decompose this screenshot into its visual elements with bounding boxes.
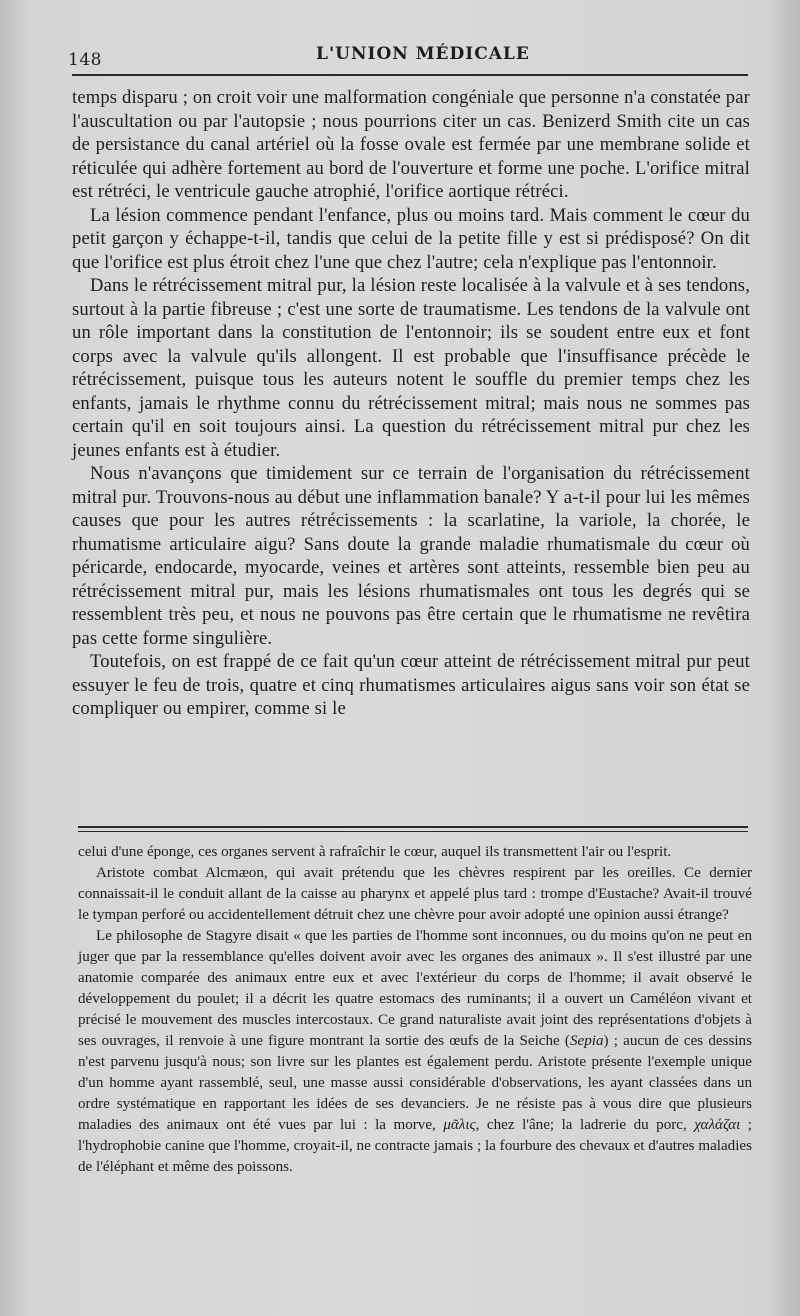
footnote-greek-term: χαλάζαι bbox=[694, 1117, 741, 1133]
page-header bbox=[68, 40, 748, 72]
running-head: L'UNION MÉDICALE bbox=[316, 44, 530, 64]
body-paragraph-2: La lésion commence pendant l'enfance, plus ou moins tard. Mais comment le cœur du petit garçon y échappe-t-il, tandis que celui de la petite fille y est si prédisposé? On dit que l'orifice est plus étroit chez l'une que chez l'autre; cela n'explique pas l'entonnoir. bbox=[72, 204, 750, 273]
footnote-rule bbox=[78, 826, 748, 832]
footnote-greek-term: μᾶλις bbox=[443, 1117, 476, 1133]
body-paragraph-4: Nous n'avançons que timidement sur ce terrain de l'organisation du rétrécissement mitral pur. Trouvons-nous au début une inflammation banale? Y a-t-il pour lui les mêmes causes que pour les autres rétrécissements : la scarlatine, la variole, la chorée, le rhumatisme articulaire aigu? Sans doute la grande maladie rhumatismale du cœur où péricarde, endocarde, myocarde, veines et artères sont atteints, ressemble bien peu au rétrécissement mitral pur, mais les lésions rhumatismales ont tous les degrés qui se ressemblent très peu, et nous ne pouvons pas être certain que le rhumatisme ne revêtira pas cette forme singulière. bbox=[72, 463, 750, 649]
footnote-paragraph-3 bbox=[78, 926, 752, 1178]
main-body-text bbox=[72, 86, 750, 721]
body-paragraph-1: temps disparu ; on croit voir une malformation congéniale que personne n'a constatée par l'auscultation ou par l'autopsie ; nous pourrions citer un cas. Benizerd Smith cite un cas de persistance du canal artériel où la fosse ovale est fermée par une membrane solide et réticulée qui adhère fortement au bord de l'ouverture et forme une poche. L'orifice mitral est rétréci, le ventricule gauche atrophié, l'orifice aortique rétréci. bbox=[72, 87, 750, 202]
body-paragraph-5: Toutefois, on est frappé de ce fait qu'un cœur atteint de rétrécissement mitral pur peut essuyer le feu de trois, quatre et cinq rhumatismes articulaires aigus sans voir son état se compliquer ou empirer, comme si le bbox=[72, 651, 750, 719]
header-rule bbox=[72, 74, 748, 76]
footnote-italic-term: Sepia bbox=[569, 1033, 604, 1049]
footnote-text: ; l'hydrophobie canine que l'homme, croyait-il, ne contracte jamais ; la fourbure des chevaux et d'autres maladies de l'éléphant et même des poissons. bbox=[78, 1117, 752, 1175]
footnotes bbox=[78, 842, 752, 1178]
footnote-text: Le philosophe de Stagyre disait « que les parties de l'homme sont inconnues, ou du moins qu'on ne peut en juger que par la ressemblance qu'elles doivent avoir avec les organes des animaux ». Il s'est illustré par une anatomie comparée des animaux entre eux et avec l'extérieur du corps de l'homme; il avait observé le développement du poulet; il a décrit les quatre estomacs des ruminants; il a ouvert un Caméléon vivant et précisé le mouvement des muscles intercostaux. Ce grand naturaliste avait joint des représentations d'objets à ses ouvrages, il renvoie à une figure montrant la sortie des œufs de la Seiche ( bbox=[78, 928, 752, 1049]
footnote-text: ) ; aucun de ces dessins n'est parvenu jusqu'à nous; son livre sur les plantes est également perdu. Aristote présente l'exemple unique d'un homme ayant rassemblé, seul, une masse aussi considérable d'observations, les ayant classées dans un ordre systématique en rapportant les idées de ses devanciers. Je ne résiste pas à vous dire que plusieurs maladies des animaux ont été vues par lui : la morve, bbox=[78, 1033, 752, 1133]
footnote-text: , chez l'âne; la ladrerie du porc, bbox=[475, 1117, 695, 1133]
body-paragraph-3: Dans le rétrécissement mitral pur, la lésion reste localisée à la valvule et à ses tendons, surtout à la partie fibreuse ; c'est une sorte de traumatisme. Les tendons de la valvule ont un rôle important dans la constitution de l'entonnoir; ils se soudent entre eux et font corps avec la valvule qu'ils allongent. Il est probable que l'insuffisance précède le rétrécissement, puisque tous les auteurs notent le souffle du premier temps chez les enfants, jamais le rhythme connu du rétrécissement mitral; mais nous ne sommes pas certain qu'il en soit toujours ainsi. La question du rétrécissement mitral pur chez les jeunes enfants est à étudier. bbox=[72, 275, 750, 461]
footnote-paragraph-2: Aristote combat Alcmæon, qui avait prétendu que les chèvres respirent par les oreilles. Ce dernier connaissait-il le conduit allant de la caisse au pharynx et appelé plus tard : trompe d'Eustache? Avait-il trouvé le tympan perforé ou accidentellement détruit chez une chèvre pour avoir adopté une opinion aussi étrange? bbox=[78, 865, 752, 923]
page-number: 148 bbox=[68, 50, 102, 70]
footnote-paragraph-1: celui d'une éponge, ces organes servent à rafraîchir le cœur, auquel ils transmettent l'air ou l'esprit. bbox=[78, 844, 672, 860]
